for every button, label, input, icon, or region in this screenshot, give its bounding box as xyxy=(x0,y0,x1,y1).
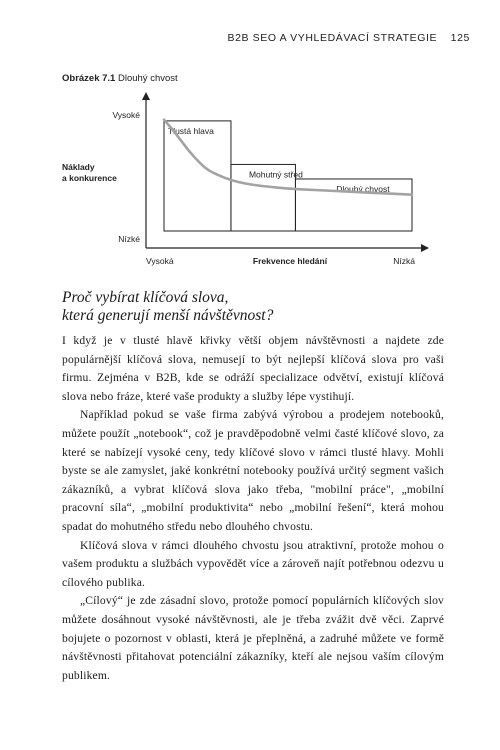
section-heading xyxy=(62,289,442,325)
body-text xyxy=(62,332,444,685)
y-axis-label-line1: Náklady xyxy=(62,162,95,172)
page-number: 125 xyxy=(450,32,470,44)
x-tick-low: Nízká xyxy=(393,256,415,266)
y-tick-low: Nízké xyxy=(118,234,140,244)
segment-label-1: Tlustá hlava xyxy=(168,125,214,136)
y-axis-label-line2: a konkurence xyxy=(62,173,117,183)
paragraph-3: Klíčová slova v rámci dlouhého chvostu jsou atraktivní, protože mohou o vašem produktu a službách vypovědět více a zároveň najít potřebnou odezvu u cílového publika. xyxy=(62,538,444,589)
y-tick-high: Vysoké xyxy=(112,110,140,120)
x-tick-high: Vysoká xyxy=(146,256,174,266)
paragraph-2: Například pokud se vaše firma zabývá výrobou a prodejem notebooků, můžete použít „notebook“, což je pravděpodobně velmi časté klíčové slovo, za které se nabízejí vysoké ceny, tedy klíčové slovo v rámci tlusté hlavy. Mohli byste se ale zamyslet, jaké konkrétní notebooky používá určitý segment vašich zákazníků, a vybrat klíčová slova jako třeba, "mobilní práce", „mobilní pracovní síla“, „mobilní produktivita“ nebo „mobilní řešení“, která mohou spadat do mohutného středu nebo dlouhého chvostu. xyxy=(62,408,444,533)
section-heading-line1: Proč vybírat klíčová slova, xyxy=(62,289,229,306)
section-heading-line2: která generují menší návštěvnost? xyxy=(62,307,274,324)
paragraph-1: I když je v tlusté hlavě křivky větší objem návštěvnosti a najdete zde populárnější klíčová slova, nemusejí to být nejlepší klíčová slova pro vaši firmu. Zejména v B2B, kde se odráží specializace odvětví, existují klíčová slova nebo fráze, které vaše produkty a služby lépe vystihují. xyxy=(62,334,444,403)
running-head-title: B2B SEO A VYHLEDÁVACÍ STRATEGIE xyxy=(227,32,438,44)
figure-title: Dlouhý chvost xyxy=(117,73,178,84)
paragraph-4: „Cílový“ je zde zásadní slovo, protože pomocí populárních klíčových slov můžete dosáhnout vysoké návštěvnosti, ale je třeba zvážit dvě věci. Zaprvé bojujete o pozornost v oblasti, která je přeplněná, a zadruhé můžete ve formě návštěvnosti přitahovat potenciální zákazníky, kteří ale nejsou vaším cílovým publikem. xyxy=(62,594,444,682)
long-tail-chart xyxy=(0,0,500,290)
segment-layer xyxy=(164,121,412,231)
x-axis-label: Frekvence hledání xyxy=(252,256,328,266)
figure-label: Obrázek 7.1 xyxy=(62,73,116,84)
segment-label-2: Mohutný střed xyxy=(248,169,303,180)
segment-label-3: Dlouhý chvost xyxy=(336,183,390,194)
